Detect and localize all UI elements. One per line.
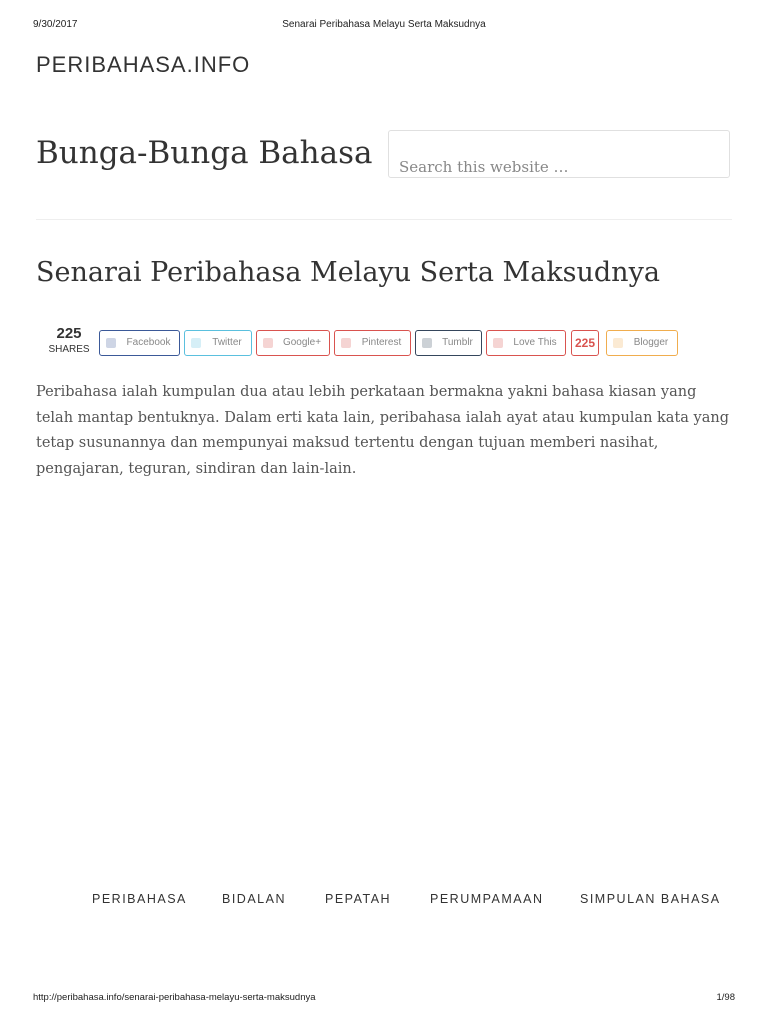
love-count-badge: 225: [571, 330, 599, 356]
header-divider: [36, 219, 732, 220]
nav-item-peribahasa[interactable]: PERIBAHASA: [92, 892, 187, 906]
print-url: http://peribahasa.info/senarai-peribahasa-melayu-serta-maksudnya: [33, 992, 316, 1003]
google-plus-share-label: Google+: [282, 337, 322, 348]
nav-item-simpulan-bahasa[interactable]: SIMPULAN BAHASA: [580, 892, 721, 906]
pinterest-share-label: Pinterest: [361, 337, 402, 348]
article-intro: Peribahasa ialah kumpulan dua atau lebih perkataan bermakna yakni bahasa kiasan yang telah mantap bentuknya. Dalam erti kata lain, peribahasa ialah ayat atau kumpulan kata yang tetap susunannya dan mempunyai maksud tertentu dengan tujuan memberi nasihat, pengajaran, teguran, sindiran dan lain-lain.: [36, 384, 729, 477]
site-title-link[interactable]: PERIBAHASA.INFO: [36, 52, 251, 77]
share-bar: [0, 325, 768, 361]
facebook-share-button[interactable]: [99, 330, 180, 356]
share-total-count: 225: [56, 325, 82, 342]
tumblr-share-button[interactable]: [415, 330, 482, 356]
nav-item-perumpamaan[interactable]: PERUMPAMAAN: [430, 892, 544, 906]
pinterest-icon: [341, 338, 351, 348]
heart-icon: [493, 338, 503, 348]
nav-item-bidalan[interactable]: BIDALAN: [222, 892, 286, 906]
twitter-icon: [191, 338, 201, 348]
facebook-share-label: Facebook: [126, 337, 171, 348]
share-total-label: SHARES: [48, 344, 90, 355]
share-total: [44, 325, 94, 356]
love-this-label: Love This: [513, 337, 557, 348]
google-plus-icon: [263, 338, 273, 348]
search-input[interactable]: Search this website …: [388, 130, 730, 178]
page-title: Senarai Peribahasa Melayu Serta Maksudnya: [36, 257, 660, 288]
blogger-share-label: Blogger: [633, 337, 669, 348]
love-this-button[interactable]: [486, 330, 566, 356]
pinterest-share-button[interactable]: [334, 330, 411, 356]
tumblr-icon: [422, 338, 432, 348]
tumblr-share-label: Tumblr: [442, 337, 473, 348]
twitter-share-button[interactable]: [184, 330, 252, 356]
print-header: [0, 19, 768, 33]
site-header: [0, 135, 768, 185]
site-tagline: Bunga-Bunga Bahasa: [36, 135, 373, 171]
nav-item-pepatah[interactable]: PEPATAH: [325, 892, 392, 906]
twitter-share-label: Twitter: [212, 337, 242, 348]
blogger-icon: [613, 338, 623, 348]
print-footer: [0, 992, 768, 1006]
print-date: 9/30/2017: [33, 19, 78, 30]
print-page-number: 1/98: [716, 992, 735, 1003]
footer-nav: [0, 892, 768, 910]
facebook-icon: [106, 338, 116, 348]
blogger-share-button[interactable]: [606, 330, 678, 356]
google-plus-share-button[interactable]: [256, 330, 330, 356]
print-title: Senarai Peribahasa Melayu Serta Maksudnya: [282, 19, 486, 30]
